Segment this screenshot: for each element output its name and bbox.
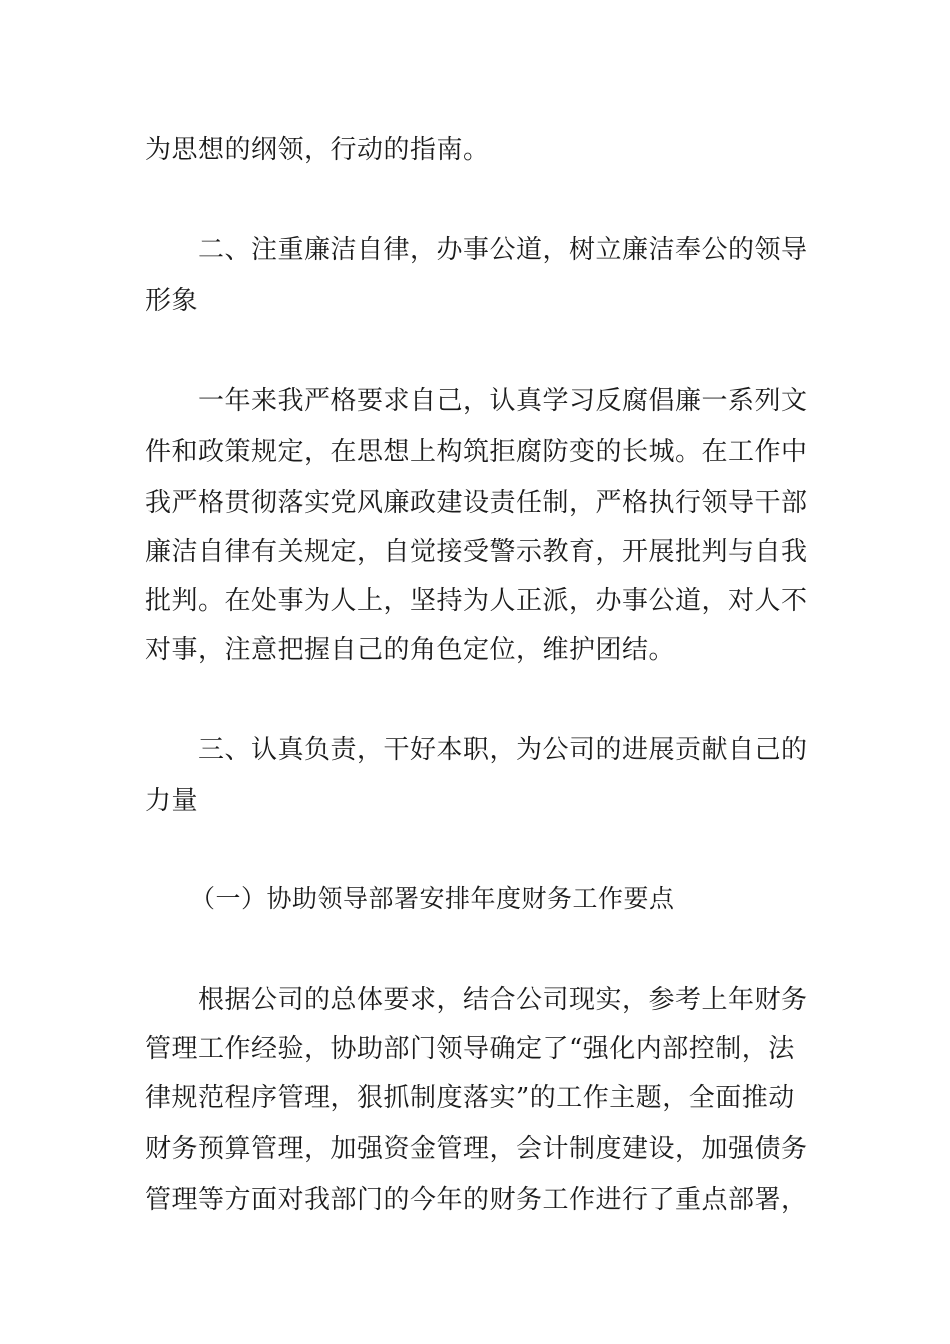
section-heading-2-line: 形象 [145,286,199,316]
paragraph-finance-line: 律规范程序管理，狠抓制度落实”的工作主题，全面推动 [145,1083,795,1113]
paragraph-finance-line: 财务预算管理，加强资金管理，会计制度建设，加强债务 [145,1134,808,1164]
section-heading-3-line: 力量 [145,786,199,816]
paragraph-finance-line: 管理工作经验，协助部门领导确定了“强化内部控制，法 [145,1034,795,1064]
paragraph-finance-line: 管理等方面对我部门的今年的财务工作进行了重点部署， [145,1185,808,1215]
subsection-heading-1: （一）协助领导部署安排年度财务工作要点 [190,884,675,913]
paragraph-integrity-line: 批判。在处事为人上，坚持为人正派，办事公道，对人不 [145,586,808,616]
section-heading-3-line: 三、认真负责，干好本职，为公司的进展贡献自己的 [198,735,808,765]
paragraph-integrity-line: 廉洁自律有关规定，自觉接受警示教育，开展批判与自我 [145,537,808,567]
section-heading-2-line: 二、注重廉洁自律，办事公道，树立廉洁奉公的领导 [198,235,808,265]
paragraph-integrity-line: 件和政策规定，在思想上构筑拒腐防变的长城。在工作中 [145,437,808,467]
paragraph-integrity-line: 一年来我严格要求自己，认真学习反腐倡廉一系列文 [198,386,808,416]
paragraph-finance-line: 根据公司的总体要求，结合公司现实，参考上年财务 [198,985,808,1015]
paragraph-integrity-line: 对事，注意把握自己的角色定位，维护团结。 [145,635,676,665]
paragraph-integrity-line: 我严格贯彻落实党风廉政建设责任制，严格执行领导干部 [145,488,808,518]
paragraph-continuation-line: 为思想的纲领，行动的指南。 [145,135,490,165]
